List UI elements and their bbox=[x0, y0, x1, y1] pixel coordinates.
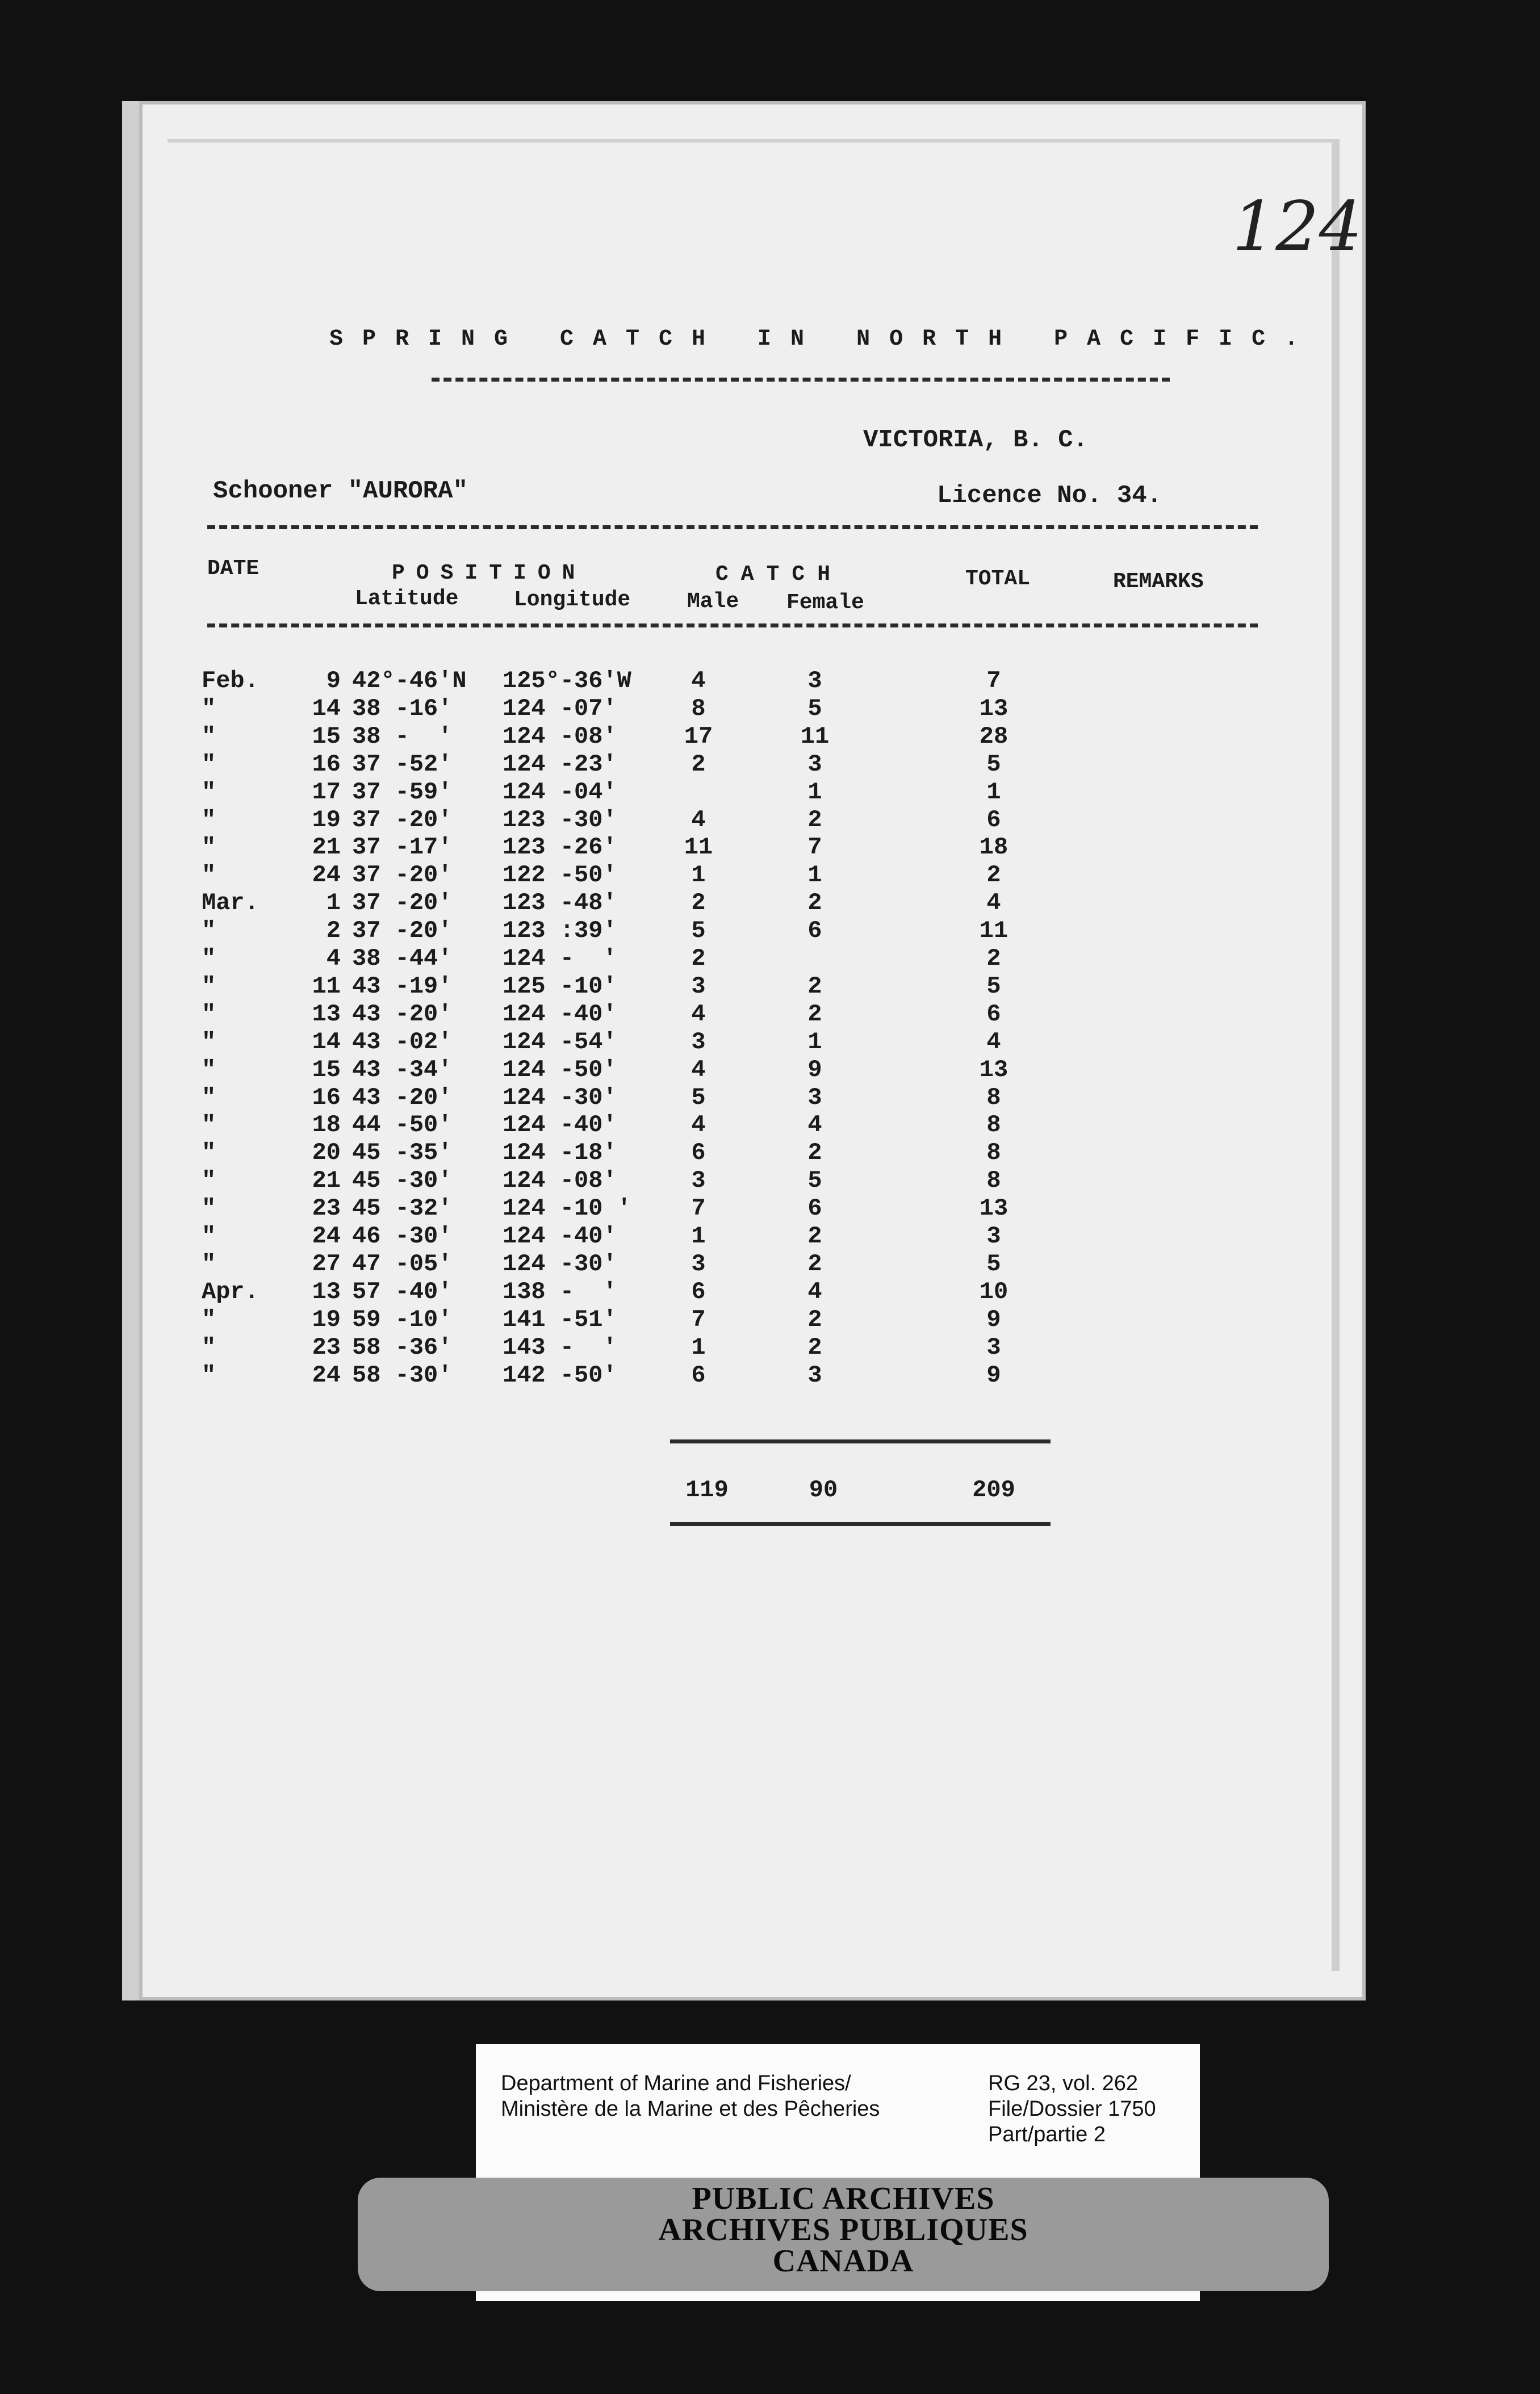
date-month: " bbox=[202, 1056, 216, 1083]
table-row bbox=[202, 1250, 1280, 1278]
male-count: 6 bbox=[691, 1139, 706, 1166]
date-month: " bbox=[202, 1223, 216, 1250]
date-month: Feb. bbox=[202, 667, 259, 694]
total-count: 7 bbox=[986, 667, 1001, 694]
latitude-cell: 45 -30' bbox=[352, 1167, 453, 1194]
longitude-cell: 124 -10 ' bbox=[503, 1195, 631, 1222]
female-count: 6 bbox=[807, 1195, 822, 1222]
table-row bbox=[202, 1001, 1280, 1028]
table-row bbox=[202, 1111, 1280, 1139]
date-day: 24 bbox=[312, 1362, 341, 1389]
date-day: 27 bbox=[312, 1250, 341, 1278]
latitude-cell: 42°-46'N bbox=[352, 667, 467, 694]
male-count: 3 bbox=[691, 1250, 706, 1278]
latitude-cell: 58 -36' bbox=[352, 1334, 453, 1361]
female-count: 2 bbox=[807, 973, 822, 1000]
male-count: 2 bbox=[691, 751, 706, 778]
date-day: 24 bbox=[312, 861, 341, 889]
date-day: 9 bbox=[326, 667, 341, 694]
longitude-cell: 138 - ' bbox=[503, 1278, 617, 1305]
total-male: 119 bbox=[685, 1476, 729, 1504]
date-month: " bbox=[202, 1084, 216, 1111]
date-month: " bbox=[202, 1139, 216, 1166]
female-count: 4 bbox=[807, 1278, 822, 1305]
sum-rule-bottom bbox=[670, 1522, 1051, 1526]
sum-rule-top bbox=[670, 1439, 1051, 1443]
date-day: 24 bbox=[312, 1223, 341, 1250]
table-row bbox=[202, 667, 1280, 695]
label-ref-file: File/Dossier 1750 bbox=[988, 2097, 1156, 2121]
date-day: 16 bbox=[312, 751, 341, 778]
latitude-cell: 44 -50' bbox=[352, 1111, 453, 1139]
folio-number: 124 bbox=[1232, 187, 1363, 266]
table-row bbox=[202, 917, 1280, 945]
date-day: 13 bbox=[312, 1278, 341, 1305]
female-count: 2 bbox=[807, 1250, 822, 1278]
male-count: 1 bbox=[691, 1223, 706, 1250]
longitude-cell: 122 -50' bbox=[503, 861, 617, 889]
latitude-cell: 45 -35' bbox=[352, 1139, 453, 1166]
male-count: 11 bbox=[684, 834, 713, 861]
stamp-line-3: CANADA bbox=[772, 2244, 914, 2279]
male-count: 3 bbox=[691, 1028, 706, 1056]
longitude-cell: 143 - ' bbox=[503, 1334, 617, 1361]
date-day: 19 bbox=[312, 806, 341, 834]
total-count: 6 bbox=[986, 806, 1001, 834]
table-row bbox=[202, 1223, 1280, 1250]
longitude-cell: 123 -48' bbox=[503, 889, 617, 916]
stamp-line-1: PUBLIC ARCHIVES bbox=[692, 2181, 995, 2216]
total-count: 6 bbox=[986, 1001, 1001, 1028]
longitude-cell: 124 -18' bbox=[503, 1139, 617, 1166]
header-female: Female bbox=[786, 591, 864, 615]
table-row bbox=[202, 1167, 1280, 1195]
date-day: 2 bbox=[326, 917, 341, 944]
date-day: 15 bbox=[312, 723, 341, 750]
date-month: " bbox=[202, 1111, 216, 1139]
date-month: " bbox=[202, 861, 216, 889]
total-count: 9 bbox=[986, 1362, 1001, 1389]
date-day: 18 bbox=[312, 1111, 341, 1139]
longitude-cell: 124 -08' bbox=[503, 723, 617, 750]
total-count: 2 bbox=[986, 945, 1001, 972]
label-ref-part: Part/partie 2 bbox=[988, 2123, 1106, 2146]
female-count: 3 bbox=[807, 667, 822, 694]
male-count: 4 bbox=[691, 1001, 706, 1028]
latitude-cell: 45 -32' bbox=[352, 1195, 453, 1222]
table-row bbox=[202, 1195, 1280, 1223]
total-female: 90 bbox=[809, 1476, 838, 1504]
table-row bbox=[202, 779, 1280, 806]
longitude-cell: 124 -54' bbox=[503, 1028, 617, 1056]
date-month: " bbox=[202, 1306, 216, 1333]
date-day: 13 bbox=[312, 1001, 341, 1028]
male-count: 3 bbox=[691, 1167, 706, 1194]
header-catch: CATCH bbox=[715, 562, 843, 587]
latitude-cell: 58 -30' bbox=[352, 1362, 453, 1389]
table-row bbox=[202, 723, 1280, 751]
date-month: " bbox=[202, 1167, 216, 1194]
header-top-rule bbox=[207, 525, 1258, 529]
latitude-cell: 37 -20' bbox=[352, 861, 453, 889]
total-count: 5 bbox=[986, 751, 1001, 778]
total-count: 4 bbox=[986, 889, 1001, 916]
date-day: 11 bbox=[312, 973, 341, 1000]
licence-number: Licence No. 34. bbox=[937, 482, 1162, 510]
table-row bbox=[202, 1278, 1280, 1306]
male-count: 5 bbox=[691, 1084, 706, 1111]
date-day: 17 bbox=[312, 779, 341, 806]
date-day: 16 bbox=[312, 1084, 341, 1111]
table-row bbox=[202, 945, 1280, 973]
header-date: DATE bbox=[207, 556, 260, 581]
latitude-cell: 43 -19' bbox=[352, 973, 453, 1000]
longitude-cell: 124 -50' bbox=[503, 1056, 617, 1083]
latitude-cell: 37 -59' bbox=[352, 779, 453, 806]
total-count: 3 bbox=[986, 1334, 1001, 1361]
female-count: 5 bbox=[807, 1167, 822, 1194]
date-day: 1 bbox=[326, 889, 341, 916]
date-day: 4 bbox=[326, 945, 341, 972]
male-count: 1 bbox=[691, 1334, 706, 1361]
total-count: 5 bbox=[986, 973, 1001, 1000]
total-count: 18 bbox=[979, 834, 1008, 861]
latitude-cell: 57 -40' bbox=[352, 1278, 453, 1305]
total-count: 5 bbox=[986, 1250, 1001, 1278]
female-count: 1 bbox=[807, 779, 822, 806]
female-count: 11 bbox=[800, 723, 830, 750]
total-count: 13 bbox=[979, 1056, 1008, 1083]
header-male: Male bbox=[687, 589, 739, 614]
female-count: 6 bbox=[807, 917, 822, 944]
latitude-cell: 37 -20' bbox=[352, 889, 453, 916]
male-count: 7 bbox=[691, 1195, 706, 1222]
table-row bbox=[202, 973, 1280, 1001]
longitude-cell: 123 :39' bbox=[503, 917, 617, 944]
table-row bbox=[202, 1084, 1280, 1112]
latitude-cell: 37 -52' bbox=[352, 751, 453, 778]
date-month: " bbox=[202, 723, 216, 750]
label-dept-fr: Ministère de la Marine et des Pêcheries bbox=[501, 2097, 880, 2121]
longitude-cell: 125 -10' bbox=[503, 973, 617, 1000]
female-count: 5 bbox=[807, 695, 822, 722]
label-dept-en: Department of Marine and Fisheries/ bbox=[501, 2071, 851, 2095]
female-count: 4 bbox=[807, 1111, 822, 1139]
page-title: SPRING CATCH IN NORTH PACIFIC. bbox=[329, 327, 1318, 352]
date-day: 23 bbox=[312, 1334, 341, 1361]
header-bottom-rule bbox=[207, 623, 1258, 627]
header-longitude: Longitude bbox=[514, 588, 631, 612]
longitude-cell: 142 -50' bbox=[503, 1362, 617, 1389]
total-count: 2 bbox=[986, 861, 1001, 889]
date-day: 14 bbox=[312, 1028, 341, 1056]
latitude-cell: 38 - ' bbox=[352, 723, 453, 750]
longitude-cell: 124 -23' bbox=[503, 751, 617, 778]
header-position: POSITION bbox=[392, 561, 587, 585]
longitude-cell: 124 -40' bbox=[503, 1111, 617, 1139]
date-month: " bbox=[202, 945, 216, 972]
table-row bbox=[202, 834, 1280, 861]
date-day: 20 bbox=[312, 1139, 341, 1166]
total-all: 209 bbox=[972, 1476, 1015, 1504]
date-month: Apr. bbox=[202, 1278, 259, 1305]
table-row bbox=[202, 1362, 1280, 1389]
total-count: 8 bbox=[986, 1139, 1001, 1166]
latitude-cell: 46 -30' bbox=[352, 1223, 453, 1250]
latitude-cell: 38 -44' bbox=[352, 945, 453, 972]
total-count: 10 bbox=[979, 1278, 1008, 1305]
date-month: " bbox=[202, 917, 216, 944]
table-row bbox=[202, 1139, 1280, 1167]
male-count: 4 bbox=[691, 1056, 706, 1083]
date-day: 19 bbox=[312, 1306, 341, 1333]
stamp-line-2: ARCHIVES PUBLIQUES bbox=[658, 2212, 1028, 2247]
header-latitude: Latitude bbox=[355, 587, 459, 611]
total-count: 1 bbox=[986, 779, 1001, 806]
female-count: 1 bbox=[807, 1028, 822, 1056]
total-count: 11 bbox=[979, 917, 1008, 944]
date-month: " bbox=[202, 834, 216, 861]
longitude-cell: 124 - ' bbox=[503, 945, 617, 972]
latitude-cell: 43 -02' bbox=[352, 1028, 453, 1056]
male-count: 4 bbox=[691, 1111, 706, 1139]
latitude-cell: 47 -05' bbox=[352, 1250, 453, 1278]
longitude-cell: 123 -26' bbox=[503, 834, 617, 861]
date-month: " bbox=[202, 973, 216, 1000]
female-count: 9 bbox=[807, 1056, 822, 1083]
date-day: 15 bbox=[312, 1056, 341, 1083]
date-month: " bbox=[202, 1250, 216, 1278]
vessel-name: Schooner "AURORA" bbox=[213, 477, 468, 505]
longitude-cell: 124 -04' bbox=[503, 779, 617, 806]
female-count: 2 bbox=[807, 1139, 822, 1166]
table-row bbox=[202, 889, 1280, 917]
longitude-cell: 124 -08' bbox=[503, 1167, 617, 1194]
title-underline bbox=[432, 378, 1170, 382]
male-count: 6 bbox=[691, 1362, 706, 1389]
date-day: 21 bbox=[312, 834, 341, 861]
total-count: 13 bbox=[979, 1195, 1008, 1222]
female-count: 3 bbox=[807, 751, 822, 778]
longitude-cell: 124 -40' bbox=[503, 1223, 617, 1250]
table-row bbox=[202, 861, 1280, 889]
male-count: 4 bbox=[691, 806, 706, 834]
male-count: 6 bbox=[691, 1278, 706, 1305]
female-count: 3 bbox=[807, 1362, 822, 1389]
table-row bbox=[202, 751, 1280, 779]
male-count: 7 bbox=[691, 1306, 706, 1333]
date-month: " bbox=[202, 1001, 216, 1028]
female-count: 3 bbox=[807, 1084, 822, 1111]
date-month: " bbox=[202, 751, 216, 778]
total-count: 8 bbox=[986, 1084, 1001, 1111]
male-count: 2 bbox=[691, 945, 706, 972]
table-row bbox=[202, 1028, 1280, 1056]
latitude-cell: 43 -34' bbox=[352, 1056, 453, 1083]
total-count: 9 bbox=[986, 1306, 1001, 1333]
longitude-cell: 123 -30' bbox=[503, 806, 617, 834]
longitude-cell: 141 -51' bbox=[503, 1306, 617, 1333]
table-row bbox=[202, 695, 1280, 723]
latitude-cell: 59 -10' bbox=[352, 1306, 453, 1333]
total-count: 8 bbox=[986, 1111, 1001, 1139]
male-count: 2 bbox=[691, 889, 706, 916]
date-month: " bbox=[202, 1028, 216, 1056]
table-row bbox=[202, 1306, 1280, 1334]
female-count: 2 bbox=[807, 889, 822, 916]
label-ref-volume: RG 23, vol. 262 bbox=[988, 2071, 1139, 2095]
female-count: 2 bbox=[807, 1001, 822, 1028]
female-count: 2 bbox=[807, 806, 822, 834]
latitude-cell: 37 -17' bbox=[352, 834, 453, 861]
latitude-cell: 38 -16' bbox=[352, 695, 453, 722]
date-day: 14 bbox=[312, 695, 341, 722]
longitude-cell: 124 -40' bbox=[503, 1001, 617, 1028]
male-count: 3 bbox=[691, 973, 706, 1000]
table-row bbox=[202, 1056, 1280, 1084]
table-row bbox=[202, 806, 1280, 834]
female-count: 2 bbox=[807, 1334, 822, 1361]
longitude-cell: 124 -30' bbox=[503, 1084, 617, 1111]
date-month: " bbox=[202, 1362, 216, 1389]
latitude-cell: 37 -20' bbox=[352, 806, 453, 834]
latitude-cell: 37 -20' bbox=[352, 917, 453, 944]
total-count: 4 bbox=[986, 1028, 1001, 1056]
male-count: 4 bbox=[691, 667, 706, 694]
date-month: " bbox=[202, 1195, 216, 1222]
latitude-cell: 43 -20' bbox=[352, 1001, 453, 1028]
date-day: 23 bbox=[312, 1195, 341, 1222]
table-row bbox=[202, 1334, 1280, 1362]
date-month: Mar. bbox=[202, 889, 259, 916]
male-count: 1 bbox=[691, 861, 706, 889]
date-month: " bbox=[202, 806, 216, 834]
latitude-cell: 43 -20' bbox=[352, 1084, 453, 1111]
male-count: 17 bbox=[684, 723, 713, 750]
longitude-cell: 124 -30' bbox=[503, 1250, 617, 1278]
longitude-cell: 124 -07' bbox=[503, 695, 617, 722]
header-remarks: REMARKS bbox=[1113, 570, 1204, 594]
date-month: " bbox=[202, 695, 216, 722]
longitude-cell: 125°-36'W bbox=[503, 667, 631, 694]
date-month: " bbox=[202, 779, 216, 806]
female-count: 2 bbox=[807, 1223, 822, 1250]
male-count: 8 bbox=[691, 695, 706, 722]
female-count: 2 bbox=[807, 1306, 822, 1333]
total-count: 8 bbox=[986, 1167, 1001, 1194]
total-count: 28 bbox=[979, 723, 1008, 750]
date-day: 21 bbox=[312, 1167, 341, 1194]
female-count: 7 bbox=[807, 834, 822, 861]
female-count: 1 bbox=[807, 861, 822, 889]
total-count: 13 bbox=[979, 695, 1008, 722]
total-count: 3 bbox=[986, 1223, 1001, 1250]
place: VICTORIA, B. C. bbox=[863, 426, 1089, 454]
header-total: TOTAL bbox=[965, 567, 1031, 591]
date-month: " bbox=[202, 1334, 216, 1361]
male-count: 5 bbox=[691, 917, 706, 944]
